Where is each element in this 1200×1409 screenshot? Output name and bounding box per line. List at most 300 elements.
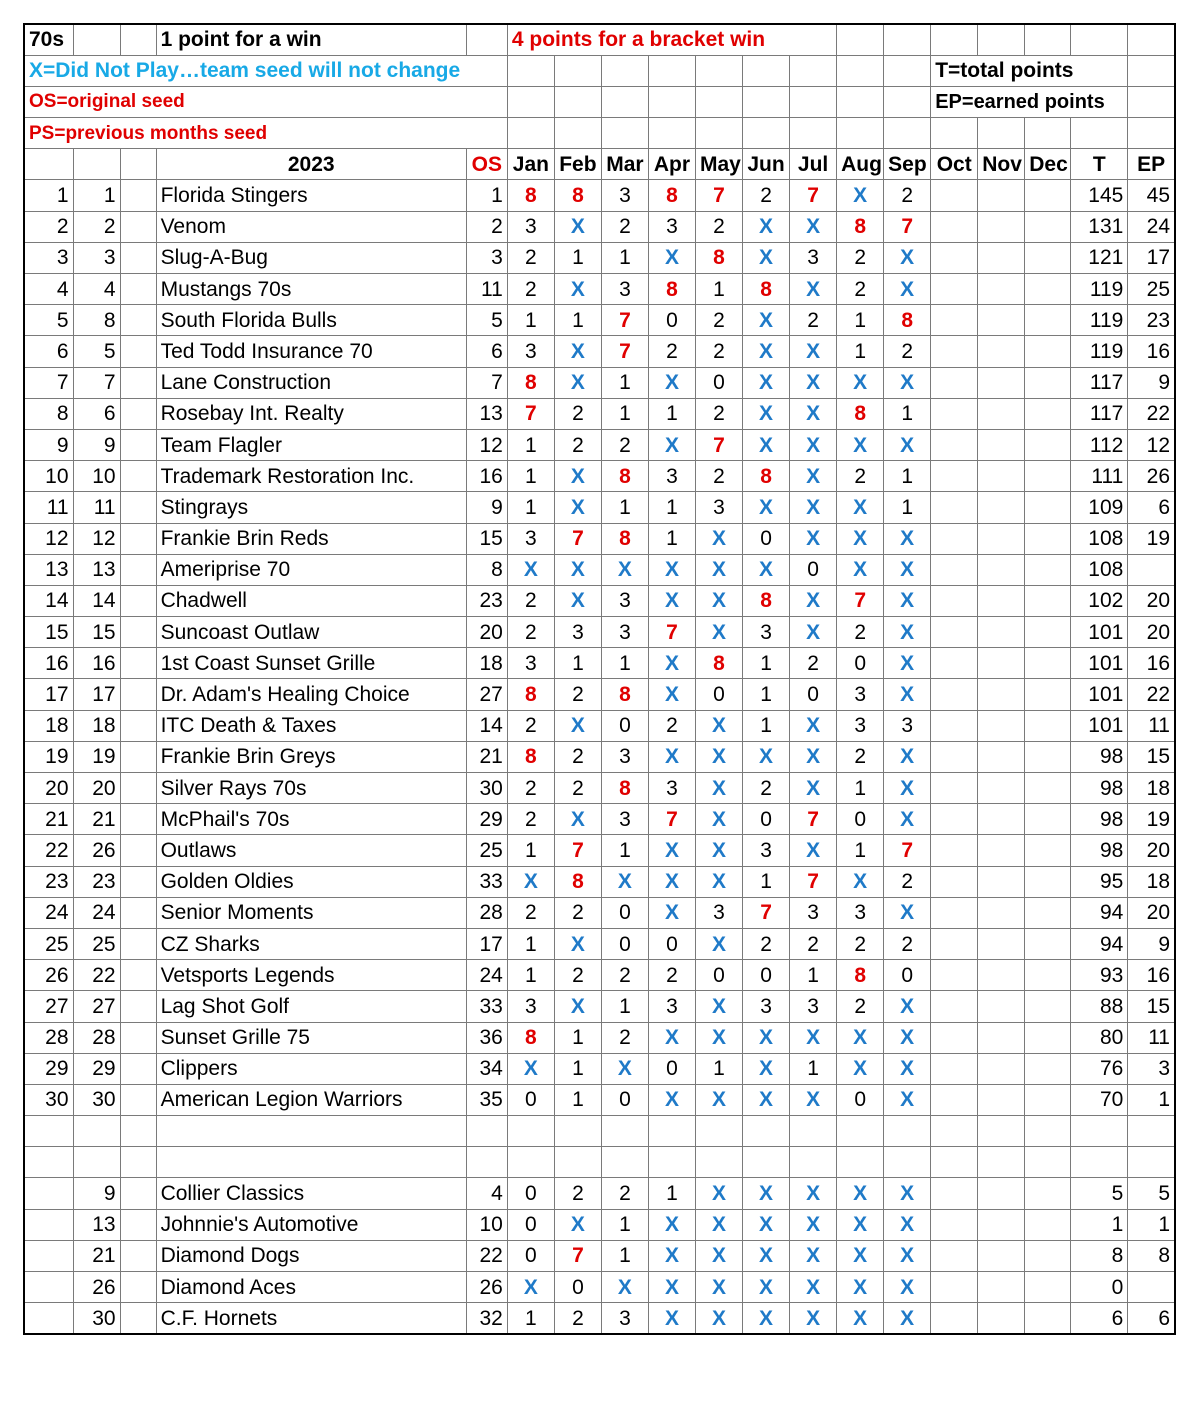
month-score-cell: 7	[884, 211, 931, 242]
month-score-cell	[978, 305, 1025, 336]
month-score-cell: 7	[554, 1240, 601, 1271]
month-score-cell: 3	[837, 897, 884, 928]
month-score-cell: 1	[743, 866, 790, 897]
month-score-cell: 7	[601, 305, 648, 336]
month-score-cell: 8	[648, 274, 695, 305]
earned-points-cell: 15	[1128, 991, 1175, 1022]
month-header: Dec	[1025, 149, 1071, 180]
month-score-cell: X	[648, 242, 695, 273]
original-seed-cell: 22	[466, 1240, 507, 1271]
month-score-cell: X	[884, 1022, 931, 1053]
month-score-cell	[1025, 617, 1071, 648]
month-score-cell: 2	[743, 773, 790, 804]
month-score-cell: X	[790, 1272, 837, 1303]
month-score-cell	[1025, 991, 1071, 1022]
month-score-cell	[931, 897, 978, 928]
month-score-cell: 2	[837, 274, 884, 305]
month-score-cell	[1025, 1022, 1071, 1053]
month-score-cell: X	[695, 773, 742, 804]
original-seed-cell: 32	[466, 1303, 507, 1334]
month-score-cell	[978, 1303, 1025, 1334]
previous-seed-cell: 26	[73, 1272, 120, 1303]
previous-seed-cell: 7	[73, 367, 120, 398]
month-score-cell: 3	[507, 523, 554, 554]
rank-cell: 7	[24, 367, 73, 398]
month-score-cell: 0	[507, 1209, 554, 1240]
month-score-cell: X	[884, 741, 931, 772]
month-score-cell	[931, 991, 978, 1022]
month-score-cell: 3	[601, 274, 648, 305]
previous-seed-cell: 6	[73, 398, 120, 429]
month-score-cell: 1	[554, 1022, 601, 1053]
month-score-cell	[1025, 585, 1071, 616]
month-score-cell: 3	[743, 991, 790, 1022]
total-points-cell: 93	[1071, 960, 1128, 991]
earned-points-cell: 3	[1128, 1053, 1175, 1084]
team-name: Collier Classics	[156, 1178, 466, 1209]
previous-seed-cell: 5	[73, 336, 120, 367]
rank-cell	[24, 1240, 73, 1271]
month-score-cell: X	[695, 617, 742, 648]
month-score-cell: X	[648, 554, 695, 585]
total-points-cell: 112	[1071, 429, 1128, 460]
month-score-cell: 0	[507, 1240, 554, 1271]
month-score-cell: 1	[507, 305, 554, 336]
month-score-cell: 7	[601, 336, 648, 367]
month-score-cell: X	[648, 367, 695, 398]
earned-points-cell	[1128, 1272, 1175, 1303]
month-score-cell	[1025, 180, 1071, 211]
month-score-cell: 3	[507, 211, 554, 242]
month-score-cell: 1	[601, 398, 648, 429]
month-score-cell	[1025, 928, 1071, 959]
month-score-cell: 2	[837, 617, 884, 648]
total-points-cell: 5	[1071, 1178, 1128, 1209]
month-score-cell: X	[790, 336, 837, 367]
rank-cell	[24, 1209, 73, 1240]
month-score-cell	[931, 211, 978, 242]
month-score-cell: X	[884, 617, 931, 648]
month-score-cell: X	[743, 398, 790, 429]
month-score-cell: 8	[648, 180, 695, 211]
previous-seed-cell: 21	[73, 1240, 120, 1271]
month-score-cell: X	[601, 866, 648, 897]
month-score-cell: 2	[554, 960, 601, 991]
team-name: Diamond Dogs	[156, 1240, 466, 1271]
month-score-cell: 7	[554, 523, 601, 554]
month-score-cell	[1025, 398, 1071, 429]
month-score-cell	[1025, 1272, 1071, 1303]
month-score-cell	[931, 523, 978, 554]
month-score-cell: 8	[507, 741, 554, 772]
month-score-cell: X	[790, 1209, 837, 1240]
total-points-cell: 111	[1071, 461, 1128, 492]
month-score-cell: 3	[601, 741, 648, 772]
month-score-cell: X	[648, 866, 695, 897]
ps-note: PS=previous months seed	[24, 118, 507, 149]
month-score-cell: X	[648, 1084, 695, 1115]
month-score-cell	[931, 274, 978, 305]
month-header: Apr	[648, 149, 695, 180]
month-score-cell: X	[790, 710, 837, 741]
original-seed-cell: 17	[466, 928, 507, 959]
month-score-cell: 1	[648, 492, 695, 523]
month-score-cell	[1025, 461, 1071, 492]
table-row	[24, 1303, 1175, 1334]
team-name: Senior Moments	[156, 897, 466, 928]
month-score-cell: X	[884, 804, 931, 835]
month-score-cell: 7	[790, 180, 837, 211]
table-row	[24, 1084, 1175, 1115]
month-score-cell	[1025, 367, 1071, 398]
month-score-cell: 8	[601, 679, 648, 710]
month-score-cell	[978, 398, 1025, 429]
month-score-cell: 3	[507, 991, 554, 1022]
month-score-cell: X	[554, 211, 601, 242]
month-score-cell: 0	[790, 554, 837, 585]
month-score-cell: 3	[790, 242, 837, 273]
team-name: Trademark Restoration Inc.	[156, 461, 466, 492]
original-seed-cell: 30	[466, 773, 507, 804]
table-row	[24, 991, 1175, 1022]
header-row-2	[24, 55, 1175, 86]
month-score-cell: 2	[695, 211, 742, 242]
total-points-cell: 102	[1071, 585, 1128, 616]
month-score-cell: 1	[743, 679, 790, 710]
team-name: Outlaws	[156, 835, 466, 866]
previous-seed-cell: 18	[73, 710, 120, 741]
month-score-cell: X	[648, 679, 695, 710]
month-score-cell	[978, 1272, 1025, 1303]
original-seed-cell: 29	[466, 804, 507, 835]
rank-cell: 4	[24, 274, 73, 305]
rank-cell: 8	[24, 398, 73, 429]
earned-points-cell: 17	[1128, 242, 1175, 273]
rank-cell: 24	[24, 897, 73, 928]
standings-sheet	[23, 23, 1176, 1385]
month-score-cell: X	[648, 1272, 695, 1303]
header-row-3	[24, 86, 1175, 117]
month-score-cell	[931, 461, 978, 492]
month-header: Mar	[601, 149, 648, 180]
month-score-cell: 2	[601, 1178, 648, 1209]
earned-points-cell: 19	[1128, 804, 1175, 835]
month-score-cell: 2	[884, 866, 931, 897]
earned-points-cell: 9	[1128, 367, 1175, 398]
team-name: Venom	[156, 211, 466, 242]
team-name: Dr. Adam's Healing Choice	[156, 679, 466, 710]
earned-points-cell: 20	[1128, 617, 1175, 648]
month-score-cell	[931, 1272, 978, 1303]
x-note: X=Did Not Play…team seed will not change	[24, 55, 507, 86]
month-score-cell: 0	[695, 367, 742, 398]
month-score-cell: 8	[695, 648, 742, 679]
rank-cell: 12	[24, 523, 73, 554]
month-score-cell: X	[695, 866, 742, 897]
month-score-cell: X	[554, 1209, 601, 1240]
month-score-cell: 2	[837, 928, 884, 959]
month-score-cell: X	[743, 1084, 790, 1115]
rank-cell: 22	[24, 835, 73, 866]
month-score-cell: X	[884, 1209, 931, 1240]
month-score-cell: 0	[837, 648, 884, 679]
month-score-cell: 2	[601, 960, 648, 991]
month-score-cell: 0	[743, 960, 790, 991]
month-score-cell: 1	[507, 492, 554, 523]
month-score-cell: X	[507, 554, 554, 585]
total-points-cell: 131	[1071, 211, 1128, 242]
previous-seed-cell: 20	[73, 773, 120, 804]
month-score-cell: 7	[648, 617, 695, 648]
month-score-cell: 0	[884, 960, 931, 991]
month-score-cell: 1	[507, 1303, 554, 1334]
os-header: OS	[466, 149, 507, 180]
month-score-cell: X	[648, 429, 695, 460]
table-row	[24, 1240, 1175, 1271]
month-score-cell	[978, 585, 1025, 616]
month-score-cell: 7	[695, 180, 742, 211]
month-score-cell: X	[695, 835, 742, 866]
month-score-cell: 0	[554, 1272, 601, 1303]
month-score-cell: 2	[554, 773, 601, 804]
earned-points-cell: 26	[1128, 461, 1175, 492]
table-row	[24, 960, 1175, 991]
team-name: CZ Sharks	[156, 928, 466, 959]
month-score-cell: 2	[884, 928, 931, 959]
month-score-cell: 3	[507, 336, 554, 367]
month-score-cell: 3	[790, 991, 837, 1022]
month-score-cell	[931, 741, 978, 772]
month-score-cell: 2	[601, 211, 648, 242]
month-score-cell: X	[695, 1022, 742, 1053]
month-score-cell	[978, 554, 1025, 585]
division-label: 70s	[24, 24, 73, 55]
team-name: Golden Oldies	[156, 866, 466, 897]
total-points-cell: 117	[1071, 367, 1128, 398]
rank-cell: 28	[24, 1022, 73, 1053]
earned-points-cell: 6	[1128, 492, 1175, 523]
earned-points-cell: 1	[1128, 1209, 1175, 1240]
header-row-1	[24, 24, 1175, 55]
month-score-cell: X	[601, 554, 648, 585]
month-score-cell: 2	[695, 461, 742, 492]
month-score-cell: 3	[648, 991, 695, 1022]
original-seed-cell: 4	[466, 1178, 507, 1209]
month-score-cell: 1	[790, 1053, 837, 1084]
month-score-cell: X	[648, 897, 695, 928]
month-score-cell: X	[743, 1303, 790, 1334]
month-score-cell: X	[554, 991, 601, 1022]
month-score-cell	[978, 492, 1025, 523]
original-seed-cell: 20	[466, 617, 507, 648]
month-score-cell: 1	[554, 1053, 601, 1084]
month-score-cell: 8	[554, 180, 601, 211]
original-seed-cell: 26	[466, 1272, 507, 1303]
month-score-cell: X	[743, 336, 790, 367]
month-score-cell: X	[790, 1178, 837, 1209]
total-points-cell: 8	[1071, 1240, 1128, 1271]
team-name: Frankie Brin Greys	[156, 741, 466, 772]
team-name: Mustangs 70s	[156, 274, 466, 305]
month-score-cell: 2	[507, 617, 554, 648]
month-score-cell: X	[837, 429, 884, 460]
month-score-cell: X	[743, 741, 790, 772]
original-seed-cell: 33	[466, 991, 507, 1022]
earned-points-cell: 22	[1128, 398, 1175, 429]
month-score-cell: X	[884, 1178, 931, 1209]
table-row	[24, 897, 1175, 928]
month-score-cell: X	[554, 710, 601, 741]
month-score-cell	[931, 1178, 978, 1209]
month-score-cell: 2	[554, 679, 601, 710]
month-score-cell: X	[743, 492, 790, 523]
month-score-cell: X	[837, 523, 884, 554]
earned-points-cell: 8	[1128, 1240, 1175, 1271]
month-score-cell	[978, 835, 1025, 866]
earned-points-cell: 9	[1128, 928, 1175, 959]
total-points-cell: 1	[1071, 1209, 1128, 1240]
month-score-cell: 1	[648, 398, 695, 429]
total-points-cell: 108	[1071, 554, 1128, 585]
month-score-cell: 3	[554, 617, 601, 648]
month-score-cell: X	[884, 523, 931, 554]
month-score-cell: X	[648, 648, 695, 679]
previous-seed-cell: 9	[73, 1178, 120, 1209]
team-name: Stingrays	[156, 492, 466, 523]
month-score-cell: 1	[884, 398, 931, 429]
month-score-cell: 3	[648, 773, 695, 804]
month-score-cell: 0	[648, 928, 695, 959]
month-score-cell: X	[790, 1240, 837, 1271]
total-points-cell: 119	[1071, 305, 1128, 336]
team-name: Slug-A-Bug	[156, 242, 466, 273]
month-score-cell	[931, 679, 978, 710]
total-points-cell: 109	[1071, 492, 1128, 523]
original-seed-cell: 13	[466, 398, 507, 429]
month-score-cell: X	[790, 1303, 837, 1334]
previous-seed-cell: 15	[73, 617, 120, 648]
month-score-cell: X	[695, 1240, 742, 1271]
month-score-cell	[1025, 429, 1071, 460]
original-seed-cell: 33	[466, 866, 507, 897]
previous-seed-cell: 8	[73, 305, 120, 336]
month-score-cell	[978, 461, 1025, 492]
month-score-cell: 2	[648, 336, 695, 367]
previous-seed-cell: 17	[73, 679, 120, 710]
original-seed-cell: 15	[466, 523, 507, 554]
previous-seed-cell: 24	[73, 897, 120, 928]
table-row	[24, 398, 1175, 429]
win-rule: 1 point for a win	[156, 24, 466, 55]
month-score-cell: 7	[743, 897, 790, 928]
table-row	[24, 648, 1175, 679]
month-score-cell: 1	[601, 991, 648, 1022]
month-score-cell: 8	[837, 398, 884, 429]
month-score-cell: X	[790, 429, 837, 460]
standings-table	[23, 23, 1176, 1335]
month-score-cell: X	[648, 1303, 695, 1334]
month-score-cell: X	[837, 1272, 884, 1303]
month-score-cell: 0	[507, 1178, 554, 1209]
month-score-cell	[978, 679, 1025, 710]
original-seed-cell: 11	[466, 274, 507, 305]
month-score-cell: 2	[601, 429, 648, 460]
month-score-cell: X	[884, 679, 931, 710]
team-name: Frankie Brin Reds	[156, 523, 466, 554]
rank-cell: 1	[24, 180, 73, 211]
month-score-cell: 3	[601, 180, 648, 211]
original-seed-cell: 9	[466, 492, 507, 523]
month-score-cell: 1	[648, 1178, 695, 1209]
total-points-cell: 94	[1071, 928, 1128, 959]
month-score-cell: X	[695, 710, 742, 741]
month-score-cell	[931, 617, 978, 648]
month-score-cell: 8	[507, 180, 554, 211]
month-score-cell: X	[601, 1272, 648, 1303]
month-score-cell	[1025, 336, 1071, 367]
month-score-cell: X	[790, 1084, 837, 1115]
month-header: Oct	[931, 149, 978, 180]
rank-cell	[24, 1178, 73, 1209]
month-score-cell: X	[743, 211, 790, 242]
month-score-cell: 2	[507, 274, 554, 305]
month-score-cell	[931, 773, 978, 804]
bracket-rule: 4 points for a bracket win	[507, 24, 836, 55]
month-score-cell	[978, 1240, 1025, 1271]
month-score-cell: 1	[884, 492, 931, 523]
month-header: Feb	[554, 149, 601, 180]
previous-seed-cell: 30	[73, 1303, 120, 1334]
rank-cell: 15	[24, 617, 73, 648]
month-score-cell: 2	[554, 741, 601, 772]
month-score-cell: X	[884, 274, 931, 305]
month-score-cell: 2	[837, 991, 884, 1022]
month-score-cell: 3	[601, 617, 648, 648]
month-score-cell: 0	[507, 1084, 554, 1115]
month-score-cell: 2	[884, 336, 931, 367]
month-score-cell	[931, 1084, 978, 1115]
year-header: 2023	[156, 149, 466, 180]
month-score-cell: 0	[743, 804, 790, 835]
team-name: Ameriprise 70	[156, 554, 466, 585]
month-score-cell	[931, 710, 978, 741]
table-row	[24, 617, 1175, 648]
month-score-cell	[978, 928, 1025, 959]
rank-cell: 2	[24, 211, 73, 242]
month-score-cell: 0	[601, 710, 648, 741]
table-row	[24, 710, 1175, 741]
table-row	[24, 242, 1175, 273]
team-name: Lane Construction	[156, 367, 466, 398]
spacer-row	[24, 1116, 1175, 1147]
original-seed-cell: 35	[466, 1084, 507, 1115]
month-score-cell: 8	[601, 523, 648, 554]
month-header: May	[695, 149, 742, 180]
rank-cell: 14	[24, 585, 73, 616]
month-score-cell: X	[554, 274, 601, 305]
month-score-cell: 3	[743, 835, 790, 866]
month-score-cell	[978, 741, 1025, 772]
month-score-cell: 1	[554, 1084, 601, 1115]
total-points-cell: 101	[1071, 710, 1128, 741]
previous-seed-cell: 22	[73, 960, 120, 991]
earned-points-cell: 20	[1128, 835, 1175, 866]
month-score-cell: 2	[695, 336, 742, 367]
team-name: Chadwell	[156, 585, 466, 616]
month-score-cell: X	[648, 1022, 695, 1053]
month-score-cell: 7	[790, 866, 837, 897]
month-score-cell	[1025, 679, 1071, 710]
